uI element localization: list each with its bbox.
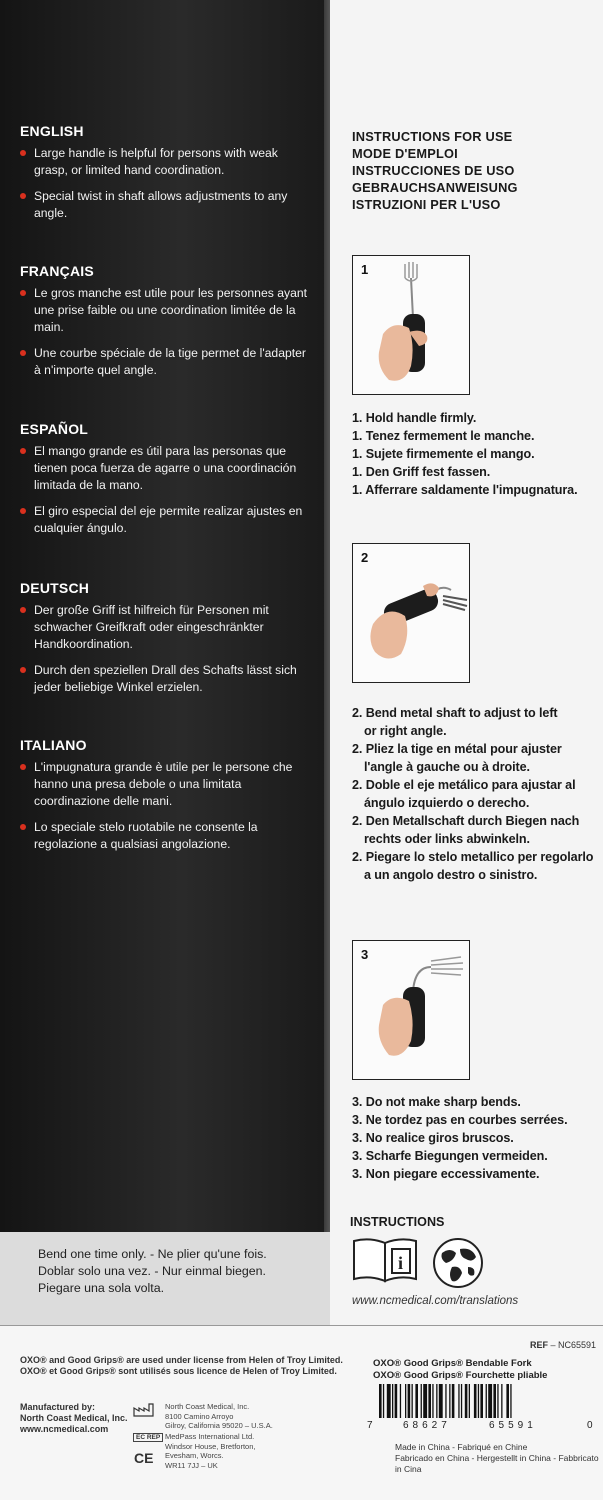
step-number: 3	[361, 947, 369, 962]
translations-url: www.ncmedical.com/translations	[352, 1295, 519, 1307]
bullet-dot-icon	[20, 508, 26, 514]
step-3-illustration	[352, 940, 470, 1080]
bullet-item: Le gros manche est utile pour les personnes ayant une prise faible ou une coordination limitée de la main.	[20, 285, 310, 336]
lang-french	[20, 263, 310, 388]
product-name: OXO® Good Grips® Bendable Fork OXO® Good Grips® Fourchette pliable	[373, 1358, 548, 1381]
lang-spanish	[20, 421, 310, 546]
bend-note-line: Bend one time only. - Ne plier qu'une fois.	[38, 1247, 267, 1261]
barcode-bar	[510, 1384, 511, 1418]
barcode-bar	[408, 1384, 411, 1418]
step-3-text: 3. Do not make sharp bends. 3. Ne tordez pas en courbes serrées. 3. No realice giros bruscos. 3. Scharfe Biegungen vermeiden. 3. Non piegare eccessivamente.	[352, 1095, 568, 1181]
svg-text:i: i	[398, 1253, 404, 1273]
bullet-dot-icon	[20, 607, 26, 613]
globe-icon	[432, 1237, 484, 1289]
bullet-dot-icon	[20, 150, 26, 156]
barcode-bar	[400, 1384, 401, 1418]
ref-number: REF – NC65591	[530, 1340, 597, 1350]
bullet-dot-icon	[20, 824, 26, 830]
lang-title: DEUTSCH	[20, 580, 90, 596]
step-number: 2	[361, 550, 369, 565]
made-in-text: Made in China - Fabriqué en Chine Fabricado en China - Hergestellt in China - Fabbricato in Cina	[395, 1442, 599, 1474]
barcode-bar	[395, 1384, 398, 1418]
bullet-item: Large handle is helpful for persons with weak grasp, or limited hand coordination.	[20, 145, 310, 179]
ec-rep-badge: EC REP	[133, 1433, 163, 1442]
barcode-bar	[488, 1384, 492, 1418]
lang-title: ESPAÑOL	[20, 421, 89, 437]
barcode-bar	[497, 1384, 498, 1418]
barcode-bar	[423, 1384, 427, 1418]
barcode-bar	[506, 1384, 509, 1418]
bend-note-line: Piegare una sola volta.	[38, 1281, 165, 1295]
barcode-bar	[392, 1384, 393, 1418]
bullet-dot-icon	[20, 764, 26, 770]
bullet-item: Special twist in shaft allows adjustments to any angle.	[20, 188, 310, 222]
barcode-bar	[480, 1384, 483, 1418]
hand-bent-fork-icon	[353, 941, 470, 1080]
barcode-bar	[452, 1384, 455, 1418]
bullet-item: Der große Griff ist hilfreich für Personen mit schwacher Greifkraft oder eingeschränkter Handkoordination.	[20, 602, 310, 653]
barcode-bar	[486, 1384, 487, 1418]
lang-title: FRANÇAIS	[20, 263, 94, 279]
barcode-bar	[387, 1384, 391, 1418]
manufacturer-info: Manufactured by: North Coast Medical, Inc. www.ncmedical.com	[20, 1402, 128, 1434]
barcode-bar	[458, 1384, 459, 1418]
instruction-book-icon	[352, 1237, 418, 1283]
instructions-label: INSTRUCTIONS	[350, 1215, 445, 1229]
bullet-item: Une courbe spéciale de la tige permet de l'adapter à n'importe quel angle.	[20, 345, 310, 379]
lang-title: ENGLISH	[20, 123, 84, 139]
instructions-title: MODE D'EMPLOI	[352, 146, 458, 161]
step-2-illustration	[352, 543, 470, 683]
barcode-bar	[421, 1384, 422, 1418]
bend-note-line: Doblar solo una vez. - Nur einmal biegen.	[38, 1264, 266, 1278]
barcode-bar	[415, 1384, 418, 1418]
barcode-bar	[439, 1384, 443, 1418]
barcode-bar	[383, 1384, 384, 1418]
bullet-item: L'impugnatura grande è utile per le persone che hanno una presa debole o una limitata coordinazione delle mani.	[20, 759, 310, 810]
bend-warning-box	[0, 1232, 330, 1327]
lang-title: ITALIANO	[20, 737, 87, 753]
barcode-bar	[501, 1384, 502, 1418]
instructions-titles	[352, 128, 518, 213]
barcode-bar	[445, 1384, 446, 1418]
barcode-digit: 7	[367, 1420, 373, 1430]
bullet-item: El mango grande es útil para las personas que tienen poca fuerza de agarre o una coordinación limitada de la mano.	[20, 443, 310, 494]
instructions-title: GEBRAUCHSANWEISUNG	[352, 180, 518, 195]
barcode-digit: 65591	[489, 1420, 537, 1430]
step-2-text: 2. Bend metal shaft to adjust to left or right angle. 2. Pliez la tige en métal pour ajuster l'angle à gauche ou à droite. 2. Doble el eje metálico para ajustar al ángulo izquierdo o derecho. 2. Den Metallschaft durch Biegen nach rechts oder links abwinkeln. 2. Piegare lo stelo metallico per regolarlo a un angolo destro o sinistro.	[352, 706, 594, 882]
manufacturer-factory-icon	[133, 1403, 155, 1417]
step-number: 1	[361, 262, 369, 277]
barcode-bar	[461, 1384, 462, 1418]
barcode-bar	[432, 1384, 433, 1418]
bullet-item: El giro especial del eje permite realizar ajustes en cualquier ángulo.	[20, 503, 310, 537]
ce-mark-icon: CE	[134, 1450, 154, 1466]
hand-bending-fork-icon	[353, 544, 470, 683]
license-text: OXO® and Good Grips® are used under license from Helen of Troy Limited. OXO® et Good Grips® sont utilisés sous licence de Helen of Troy Limited.	[20, 1355, 343, 1376]
barcode-bar	[478, 1384, 479, 1418]
bullet-item: Lo speciale stelo ruotabile ne consente la regolazione a qualsiasi angolazione.	[20, 819, 310, 853]
barcode-bar	[379, 1384, 382, 1418]
barcode-bar	[469, 1384, 470, 1418]
barcode-bar	[436, 1384, 437, 1418]
barcode-bar	[465, 1384, 468, 1418]
barcode-bar	[493, 1384, 496, 1418]
barcode	[365, 1384, 597, 1430]
step-1-illustration	[352, 255, 470, 395]
bullet-dot-icon	[20, 448, 26, 454]
barcode-digit: 0	[587, 1420, 593, 1430]
step-1-text: 1. Hold handle firmly. 1. Tenez fermement le manche. 1. Sujete firmemente el mango. 1. Den Griff fest fassen. 1. Afferrare saldamente l'impugnatura.	[352, 411, 578, 497]
instructions-title: ISTRUZIONI PER L'USO	[352, 197, 501, 212]
instructions-title: INSTRUCTIONS FOR USE	[352, 129, 513, 144]
barcode-bars	[379, 1384, 512, 1418]
barcode-bar	[474, 1384, 477, 1418]
bullet-dot-icon	[20, 667, 26, 673]
hand-holding-fork-icon	[353, 256, 470, 395]
lang-german	[20, 580, 310, 705]
barcode-bar	[405, 1384, 406, 1418]
barcode-bar	[428, 1384, 431, 1418]
ec-rep-address: MedPass International Ltd. Windsor House, Bretforton, Evesham, Worcs. WR11 7JJ – UK	[165, 1432, 256, 1470]
bullet-dot-icon	[20, 193, 26, 199]
barcode-bar	[449, 1384, 450, 1418]
instructions-title: INSTRUCCIONES DE USO	[352, 163, 515, 178]
bullet-dot-icon	[20, 350, 26, 356]
bullet-dot-icon	[20, 290, 26, 296]
bullet-item: Durch den speziellen Drall des Schafts lässt sich jeder beliebige Winkel erzielen.	[20, 662, 310, 696]
barcode-digit: 68627	[403, 1420, 451, 1430]
lang-italian	[20, 737, 310, 862]
barcode-bar	[412, 1384, 413, 1418]
manufacturer-address: North Coast Medical, Inc. 8100 Camino Arroyo Gilroy, California 95020 – U.S.A.	[165, 1402, 273, 1430]
lang-english	[20, 123, 310, 231]
